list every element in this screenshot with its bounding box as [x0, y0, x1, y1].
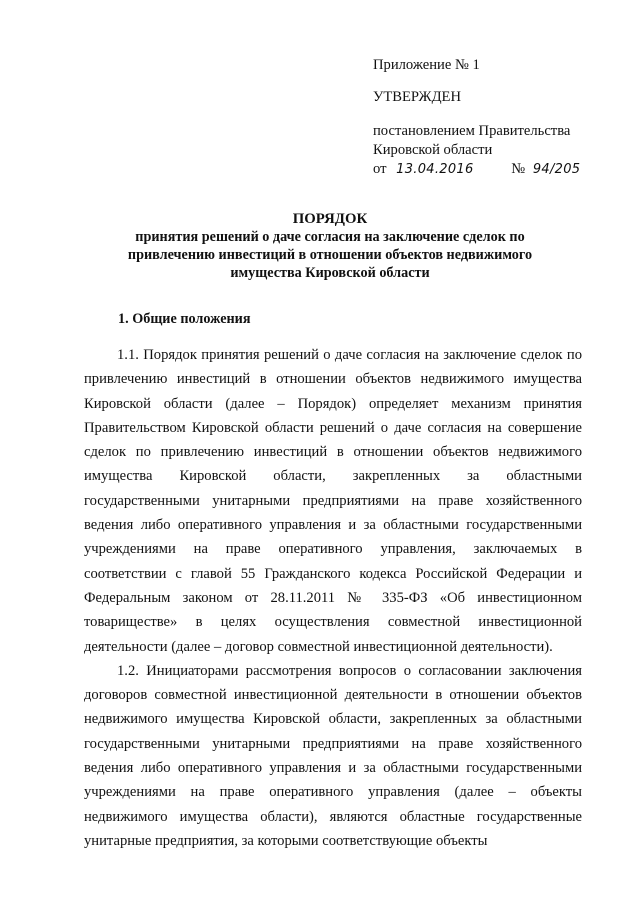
body-text — [84, 343, 582, 853]
paragraph-1-2: 1.2. Инициаторами рассмотрения вопросов о согласовании заключения договоров совместной инвестиционной деятельности в отношении объектов недвижимого имущества Кировской области, закрепленных за областными государственными унитарными предприятиями на праве хозяйственного ведения либо оперативного управления и за областными государственными учреждениями на праве оперативного управления (далее – объекты недвижимого имущества области), являются областные государственные унитарные предприятия, за которыми соответствующие объекты — [84, 662, 582, 849]
handwritten-date: 13.04.2016 — [396, 162, 474, 177]
appendix-number: Приложение № 1 — [373, 57, 480, 73]
number-prefix: № — [511, 161, 526, 177]
title-line-1: принятия решений о даче согласия на заключение сделок по — [135, 229, 525, 245]
approved-label: УТВЕРЖДЕН — [373, 89, 461, 105]
paragraph-1-1: 1.1. Порядок принятия решений о даче согласия на заключение сделок по привлечению инвестиций в отношении объектов недвижимого имущества Кировской области (далее – Порядок) определяет механизм принятия Правительством Кировской области решений о даче согласия на совершение сделок по привлечению инвестиций в отношении объектов недвижимого имущества Кировской области, закрепленных за областными государственными унитарными предприятиями на праве хозяйственного ведения либо оперативного управления и за областными государственными учреждениями на праве оперативного управления, заключаемых в соответствии с главой 55 Гражданского кодекса Российской Федерации и Федеральным законом от 28.11.2011 № 335-ФЗ «Об инвестиционном товариществе» в целях осуществления совместной инвестиционной деятельности (далее – договор совместной инвестиционной деятельности). — [84, 347, 582, 655]
section-heading: 1. Общие положения — [118, 311, 251, 327]
appendix-block — [373, 56, 580, 179]
decree-date-line — [373, 160, 580, 179]
document-title — [60, 210, 600, 282]
handwritten-number: 94/205 — [532, 162, 581, 177]
title-line-2: привлечению инвестиций в отношении объектов недвижимого — [127, 247, 533, 263]
decree-line-1: постановлением Правительства — [373, 123, 571, 139]
title-line-3: имущества Кировской области — [230, 265, 430, 281]
decree-line-2: Кировской области — [373, 142, 493, 158]
date-prefix: от — [373, 161, 387, 177]
title-heading: ПОРЯДОК — [292, 211, 368, 227]
